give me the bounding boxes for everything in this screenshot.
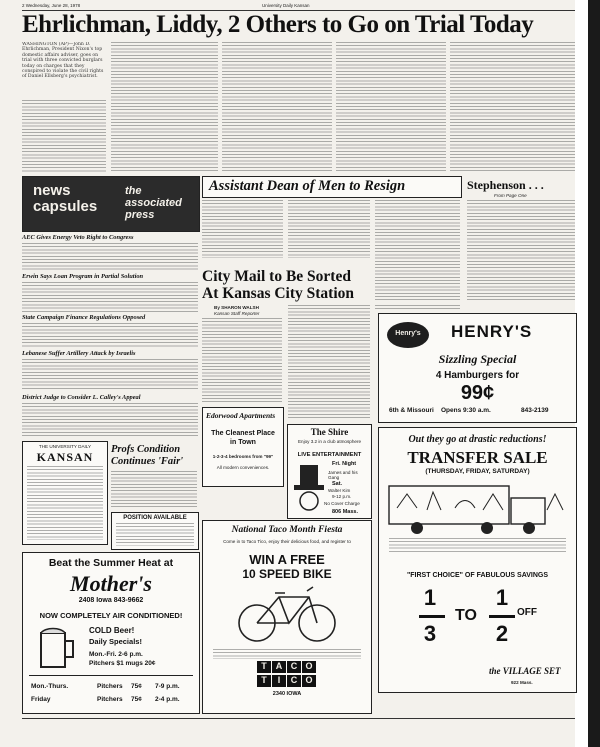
- henrys-sizzling-special: Sizzling Special: [438, 352, 517, 366]
- henrys-phone: 843-2139: [521, 407, 549, 414]
- taco-subtitle: Come in to Taco Tico, enjoy their delicious food, and register to: [223, 539, 351, 544]
- taco-logo-letter: C: [287, 675, 301, 687]
- news-capsules-logo: [22, 176, 200, 232]
- taco-tico-logo: [257, 661, 317, 711]
- fraction-one-third-denominator: 3: [423, 621, 437, 646]
- mothers-daily-specials: Daily Specials!: [89, 637, 142, 646]
- stephenson-jump: From Page One: [494, 193, 527, 198]
- taco-logo-letter: O: [302, 675, 316, 687]
- capsule-headline: AEC Gives Energy Veto Right to Congress: [22, 234, 134, 241]
- fraction-one-third-numerator: 1: [423, 585, 437, 610]
- kansan-masthead-small: THE UNIVERSITY DAILY: [38, 444, 92, 449]
- edorwood-apartments-ad: [202, 407, 284, 487]
- henrys-logo-oval: [387, 322, 429, 348]
- village-set-ad: [378, 427, 577, 693]
- position-available-title: POSITION AVAILABLE: [123, 515, 187, 521]
- assistant-dean-headline: Assistant Dean of Men to Resign: [209, 178, 406, 194]
- kansan-classifieds-box: [22, 441, 108, 545]
- taco-entry-text: [213, 649, 361, 659]
- shire-hat-illustration-icon: [292, 461, 326, 513]
- beer-mug-icon: [33, 625, 81, 673]
- village-set-sale-dates: (THURSDAY, FRIDAY, SATURDAY): [425, 468, 530, 475]
- mothers-pitchers-mugs: Pitchers $1 mugs 20¢: [89, 660, 156, 667]
- mothers-cold-beer: COLD Beer!: [89, 626, 135, 635]
- village-set-logo: the VILLAGE SET: [489, 666, 561, 676]
- mothers-row-item: Pitchers: [97, 683, 123, 690]
- shire-hours: 9-12 p.m.: [332, 494, 352, 499]
- city-mail-byline-title: Kansan Staff Reporter: [214, 311, 260, 316]
- kansan-classifieds-text: [27, 466, 103, 540]
- shire-live-entertainment: LIVE ENTERTAINMENT: [297, 452, 362, 458]
- shire-address: 806 Mass.: [332, 509, 358, 515]
- shire-saturday-act: Walter Kim: [328, 488, 351, 493]
- mothers-row-time: 2-4 p.m.: [155, 696, 180, 703]
- henrys-ad: [378, 313, 577, 423]
- mothers-row-day: Mon.-Thurs.: [31, 683, 69, 690]
- fraction-off: OFF: [517, 607, 537, 618]
- stephenson-column: [467, 200, 575, 300]
- fraction-bar: [419, 615, 445, 618]
- lead-story-column-4: [336, 42, 446, 172]
- city-mail-byline: By SHARON WALSH: [214, 305, 259, 310]
- taco-logo-letter: I: [272, 675, 286, 687]
- capsule-body: [22, 323, 198, 347]
- position-available-ad: [111, 512, 199, 550]
- assistant-dean-headline-box: [202, 176, 462, 198]
- taco-address: 2340 IOWA: [272, 691, 302, 697]
- capsule-body: [22, 282, 198, 312]
- lead-story-column-3: [222, 42, 332, 172]
- taco-logo-letter: T: [257, 675, 271, 687]
- profs-column: [111, 471, 197, 509]
- assistant-dean-column-3: [375, 200, 460, 300]
- capsule-body: [22, 243, 198, 270]
- village-set-first-choice: "FIRST CHOICE" OF FABULOUS SAVINGS: [406, 572, 549, 579]
- position-available-text: [116, 523, 194, 546]
- shire-atmosphere: Enjoy 3.2 in a club atmosphere: [297, 439, 362, 444]
- taco-ten-speed-bike: 10 SPEED BIKE: [242, 567, 332, 581]
- mothers-address: 2408 Iowa 843-9662: [78, 597, 144, 604]
- assistant-dean-column-1: [202, 200, 283, 258]
- taco-logo-letter: T: [257, 661, 271, 673]
- henrys-title: HENRY'S: [451, 322, 533, 341]
- taco-logo-letter: O: [302, 661, 316, 673]
- the-shire-ad: [287, 424, 372, 519]
- village-set-drastic-reductions: Out they go at drastic reductions!: [408, 434, 547, 445]
- bicycle-illustration-icon: [237, 583, 337, 645]
- mothers-row-day: Friday: [31, 696, 51, 703]
- mothers-name: Mother's: [70, 571, 152, 596]
- mothers-air-conditioned: NOW COMPLETELY AIR CONDITIONED!: [39, 611, 183, 620]
- movers-truck-illustration-icon: [387, 480, 568, 536]
- henrys-hours: Opens 9:30 a.m.: [441, 407, 491, 414]
- mothers-row-price: 75¢: [131, 683, 142, 690]
- edorwood-name: Edorwood Apartments: [206, 411, 276, 420]
- mothers-happy-hour: Mon.-Fri. 2-6 p.m.: [89, 651, 143, 658]
- news-capsules-logo-text: news capsules: [33, 182, 98, 215]
- city-mail-headline-line-1: City Mail to Be Sorted: [202, 268, 351, 285]
- page-folio-paper: University Daily Kansan: [262, 3, 310, 8]
- lead-story-column-5: [450, 42, 575, 172]
- lead-headline: Ehrlichman, Liddy, 2 Others to Go on Trial Today: [22, 11, 534, 38]
- taco-logo-letter: C: [287, 661, 301, 673]
- lead-story-dateline: WASHINGTON (AP)—John D. Ehrlichman, President Nixon's top domestic affairs adviser, goes on trial with three convicted burglars today on charges that they conspired to violate the civil rights of Daniel Ellsberg's psychiatrist.: [22, 42, 104, 80]
- fraction-one-half-denominator: 2: [495, 621, 509, 646]
- city-mail-column-2: [288, 305, 370, 420]
- shire-friday-act: James and his Gang: [328, 470, 358, 481]
- henrys-logo-text: Henry's: [395, 330, 421, 337]
- taco-logo-letter: A: [272, 661, 286, 673]
- assistant-dean-column-2: [288, 200, 370, 258]
- edorwood-bedrooms: 1-2-3-4 bedrooms from "99": [212, 454, 274, 459]
- city-mail-column-3: [375, 305, 460, 311]
- henrys-price: 99¢: [460, 382, 495, 404]
- henrys-hamburger-offer: 4 Hamburgers for: [435, 370, 520, 381]
- shire-friday: Fri. Night: [332, 461, 357, 467]
- mothers-divider: [29, 675, 193, 676]
- edorwood-conveniences: All modern conveniences.: [216, 465, 270, 470]
- capsule-headline: State Campaign Finance Regulations Opposed: [22, 314, 146, 321]
- stephenson-headline: Stephenson . . .: [467, 178, 544, 192]
- village-set-discount-fractions: [419, 585, 539, 657]
- village-set-ad-text: [389, 538, 566, 554]
- profs-headline-line-2: Continues 'Fair': [111, 456, 184, 467]
- fraction-to: TO: [455, 607, 477, 624]
- shire-cover: No Cover Charge: [324, 501, 360, 506]
- mothers-ad: [22, 552, 200, 714]
- mothers-row-time: 7-9 p.m.: [155, 683, 180, 690]
- page-folio-date: 2 Wednesday, June 28, 1978: [22, 3, 81, 8]
- taco-tico-ad: [202, 520, 372, 714]
- edorwood-headline-1: The Cleanest Place: [211, 430, 275, 437]
- edorwood-headline-2: in Town: [230, 439, 256, 446]
- city-mail-headline-line-2: At Kansas City Station: [202, 285, 355, 302]
- page-bottom-rule: [22, 718, 575, 719]
- capsule-body: [22, 403, 198, 436]
- village-set-transfer-sale: TRANSFER SALE: [407, 448, 548, 467]
- profs-headline-line-1: Profs Condition: [111, 444, 181, 455]
- capsule-headline: Lebanese Suffer Artillery Attack by Israelis: [22, 350, 136, 357]
- mothers-row-item: Pitchers: [97, 696, 123, 703]
- capsule-headline: District Judge to Consider L. Calley's Appeal: [22, 394, 141, 401]
- taco-month-title: National Taco Month Fiesta: [231, 525, 343, 535]
- facing-page-edge: [588, 0, 600, 747]
- mothers-row-price: 75¢: [131, 696, 142, 703]
- taco-win-a-free: WIN A FREE: [249, 552, 325, 567]
- capsule-headline: Erwin Says Loan Program in Partial Solution: [22, 273, 144, 280]
- capsule-body: [22, 359, 198, 391]
- mothers-beat-the-heat: Beat the Summer Heat at: [48, 557, 174, 569]
- fraction-one-half-numerator: 1: [495, 585, 509, 610]
- kansan-masthead: KANSAN: [36, 450, 94, 464]
- associated-press-logo-text: the associated press: [125, 185, 182, 221]
- shire-title: The Shire: [310, 427, 349, 437]
- shire-saturday: Sat.: [332, 481, 343, 487]
- fraction-bar: [489, 615, 515, 618]
- city-mail-column-1: [202, 318, 282, 403]
- henrys-location: 6th & Missouri: [389, 407, 434, 414]
- lead-story-column-2: [111, 42, 218, 172]
- village-set-address: 922 Mass.: [511, 680, 533, 685]
- lead-story-column-1: [22, 100, 106, 172]
